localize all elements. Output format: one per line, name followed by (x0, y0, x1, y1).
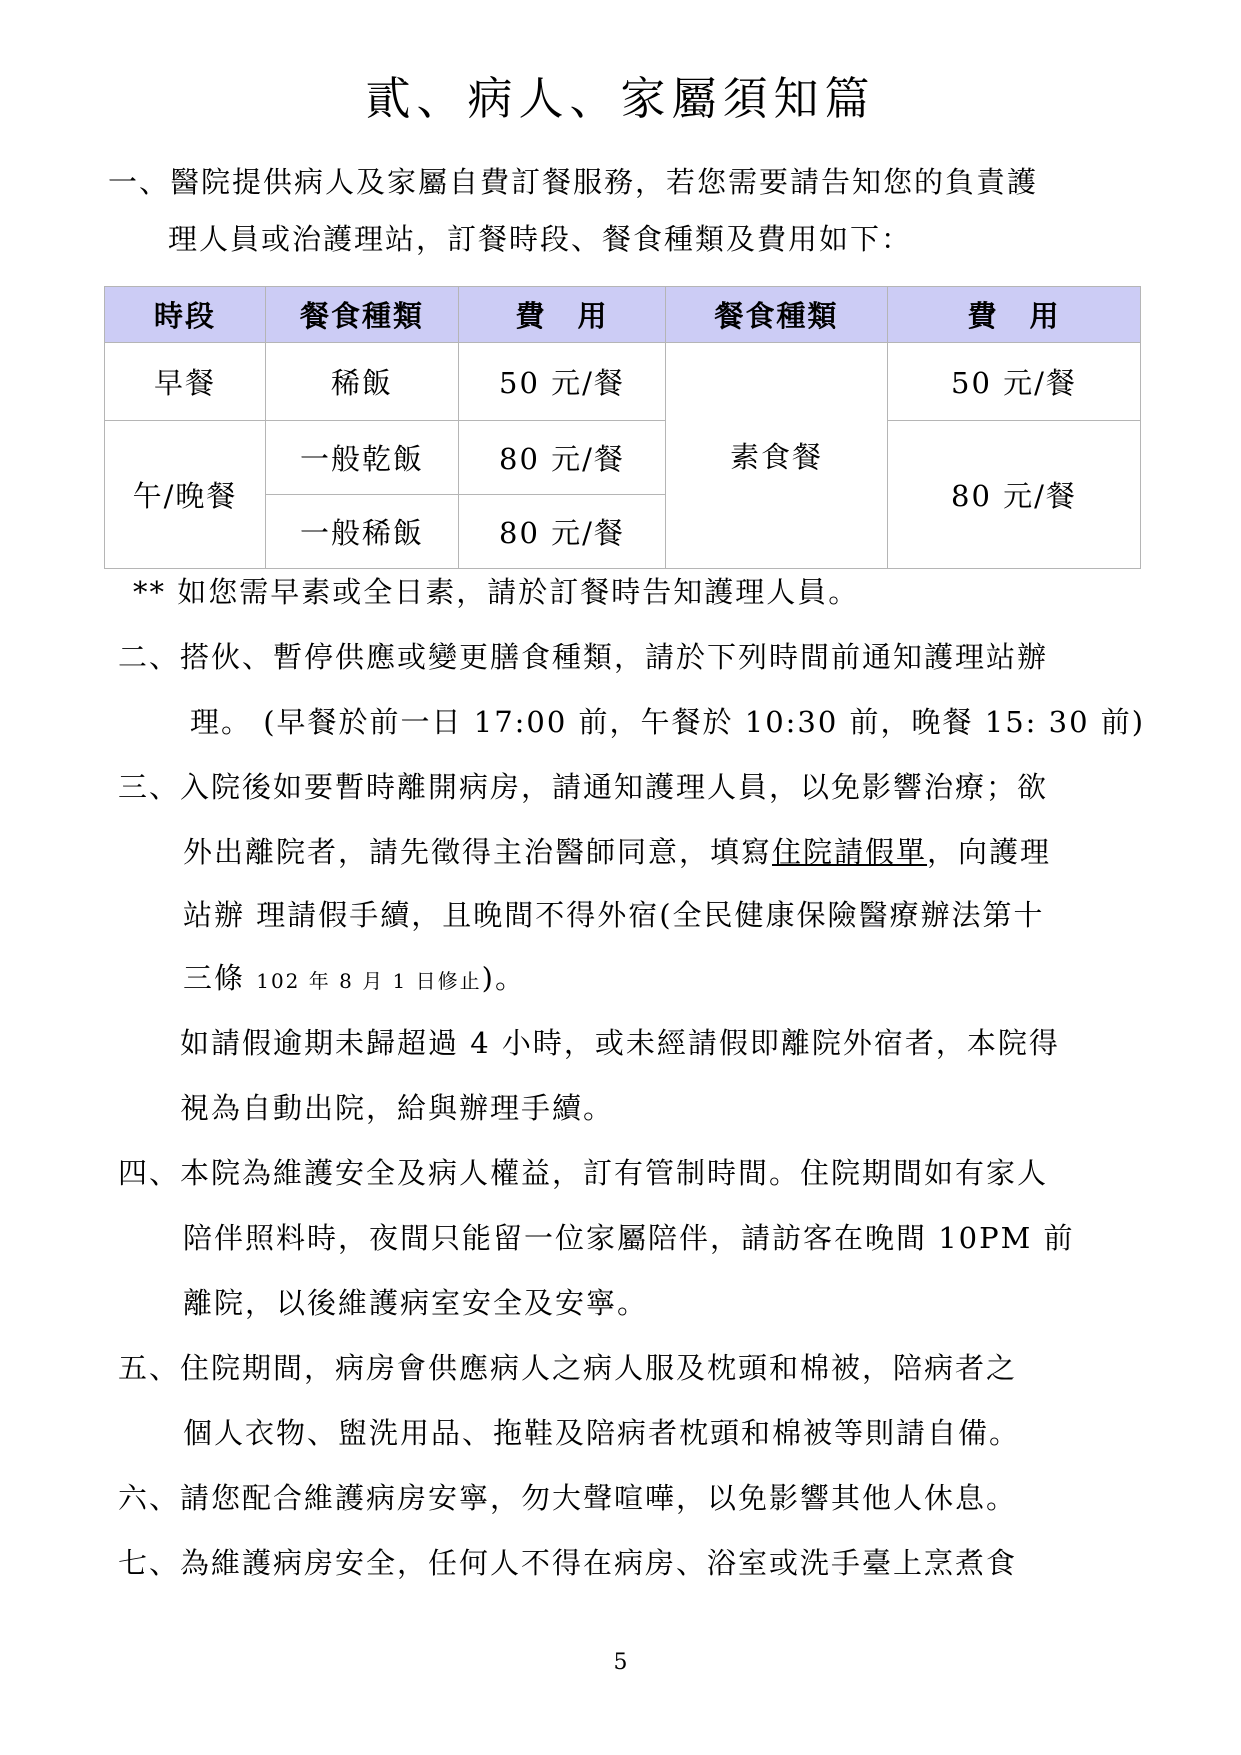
page-number: 5 (613, 1650, 628, 1675)
vegetarian-note: ** 如您需早素或全日素，請於訂餐時告知護理人員。 (133, 575, 860, 609)
sec3-line1: 三、入院後如要暫時離開病房，請通知護理人員，以免影響治療；欲 (118, 770, 1049, 804)
lunch-dinner-period: 午/晚餐 (105, 421, 266, 569)
table-row (105, 343, 1141, 421)
leave-form-link: 住院請假單 (772, 835, 928, 869)
header-fee-veg: 費 用 (888, 287, 1141, 343)
page-title: 貳、病人、家屬須知篇 (365, 72, 876, 125)
vegetarian-breakfast-fee: 50 元/餐 (888, 343, 1141, 421)
sec2-line1: 二、搭伙、暫停供應或變更膳食種類，請於下列時間前通知護理站辦 (118, 640, 1049, 674)
meal-table (104, 286, 1141, 569)
sec4-line2: 陪伴照料時，夜間只能留一位家屬陪伴，請訪客在晚間 10PM 前 (183, 1221, 1075, 1255)
sec1-line2: 理人員或治護理站，訂餐時段、餐食種類及費用如下： (168, 222, 913, 256)
header-fee: 費 用 (459, 287, 666, 343)
sec3-line6: 視為自動出院，給與辦理手續。 (180, 1091, 615, 1125)
header-meal-type: 餐食種類 (266, 287, 459, 343)
header-meal-type-veg: 餐食種類 (666, 287, 888, 343)
sec3-line2: 外出離院者，請先徵得主治醫師同意，填寫住院請假單，向護理 (183, 835, 1052, 869)
sec3-line3: 站辦 理請假手續，且晚間不得外宿(全民健康保險醫療辦法第十 (183, 898, 1045, 932)
breakfast-type: 稀飯 (266, 343, 459, 421)
sec4-line3: 離院，以後維護病室安全及安寧。 (183, 1286, 649, 1320)
lunch-rice-type: 一般乾飯 (266, 421, 459, 495)
sec2-line2: 理。 (早餐於前一日 17:00 前，午餐於 10:30 前，晚餐 15: 30 前) (190, 705, 1146, 739)
sec7-line1: 七、為維護病房安全，任何人不得在病房、浴室或洗手臺上烹煮食 (118, 1546, 1018, 1580)
sec3-line5: 如請假逾期未歸超過 4 小時，或未經請假即離院外宿者，本院得 (180, 1026, 1060, 1060)
sec1-line1: 一、醫院提供病人及家屬自費訂餐服務，若您需要請告知您的負責護 (108, 165, 1039, 199)
amendment-date: 102 年 8 月 1 日修止 (256, 969, 482, 993)
breakfast-period: 早餐 (105, 343, 266, 421)
sec4-line1: 四、本院為維護安全及病人權益，訂有管制時間。住院期間如有家人 (118, 1156, 1049, 1190)
sec3-line4: 三條 102 年 8 月 1 日修止)。 (183, 961, 526, 995)
header-period: 時段 (105, 287, 266, 343)
sec5-line2: 個人衣物、盥洗用品、拖鞋及陪病者枕頭和棉被等則請自備。 (183, 1416, 1021, 1450)
lunch-rice-fee: 80 元/餐 (459, 421, 666, 495)
vegetarian-type: 素食餐 (666, 343, 888, 569)
breakfast-fee: 50 元/餐 (459, 343, 666, 421)
vegetarian-lunch-dinner-fee: 80 元/餐 (888, 421, 1141, 569)
lunch-porridge-fee: 80 元/餐 (459, 495, 666, 569)
table-row (105, 421, 1141, 495)
sec5-line1: 五、住院期間，病房會供應病人之病人服及枕頭和棉被，陪病者之 (118, 1351, 1018, 1385)
lunch-porridge-type: 一般稀飯 (266, 495, 459, 569)
table-header-row (105, 287, 1141, 343)
sec6-line1: 六、請您配合維護病房安寧，勿大聲喧嘩，以免影響其他人休息。 (118, 1481, 1018, 1515)
